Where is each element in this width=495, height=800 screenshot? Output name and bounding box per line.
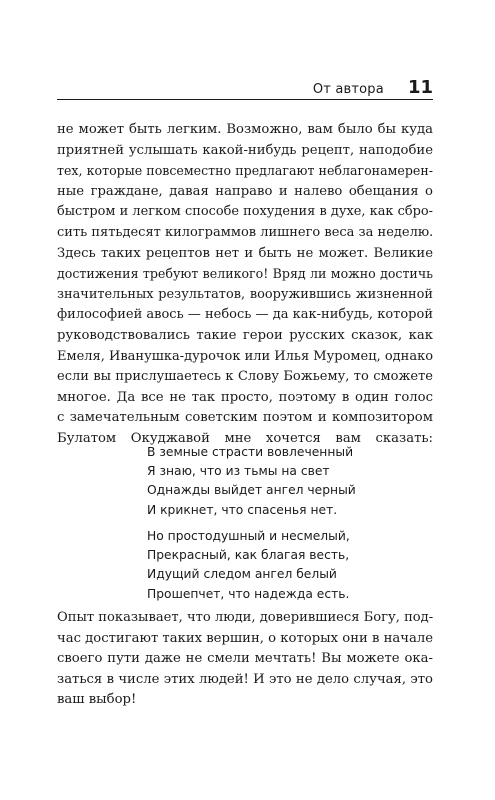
verse-line: Прекрасный, как благая весть, — [147, 548, 350, 563]
text-line: ные граждане, давая направо и налево обещания о — [57, 183, 433, 199]
verse-line: Но простодушный и несмелый, — [147, 529, 350, 543]
text-line: значительных результатов, вооружившись жизненной — [57, 286, 433, 302]
header-rule — [57, 99, 433, 100]
verse-line: Идущий следом ангел белый — [147, 567, 337, 582]
section-title: От автора — [312, 82, 384, 97]
text-line: Емеля, Иванушка-дурочок или Илья Муромец, однако — [57, 348, 434, 364]
paragraph-1 — [57, 120, 433, 450]
text-line: Опыт показывает, что люди, доверившиеся Богу, под- — [57, 610, 434, 625]
page-number: 11 — [407, 77, 433, 98]
text-line: достижения требуют великого! Вряд ли можно достичь — [57, 266, 433, 282]
text-line: философией авось — небось — да как-нибудь, которой — [57, 307, 433, 323]
verse-line: В земные страсти вовлеченный — [147, 445, 354, 459]
poem-stanza-2 — [147, 527, 350, 604]
text-line: не может быть легким. Возможно, вам было бы куда — [57, 122, 433, 137]
paragraph-2 — [57, 608, 433, 711]
verse-line: Я знаю, что из тьмы на свет — [147, 464, 330, 479]
text-line: заться в числе этих людей! И это не дело случая, это — [57, 671, 433, 687]
text-line: Здесь таких рецептов нет и быть не может. Великие — [57, 245, 433, 261]
text-line: быстром и легком способе похудения в духе, как сбро- — [57, 204, 433, 220]
text-line: многое. Да все не так просто, поэтому в один голос — [57, 389, 433, 405]
verse-line: Прошепчет, что надежда есть. — [147, 586, 350, 601]
text-line: тех, которые повсеместно предлагают неблагонамерен- — [57, 163, 433, 179]
text-line: своего пути даже не смели мечтать! Вы можете ока- — [57, 651, 433, 667]
poem-stanza-1 — [147, 443, 356, 520]
text-line: приятней услышать какой-нибудь рецепт, наподобие — [57, 142, 433, 158]
text-line: если вы прислушаетесь к Слову Божьему, то сможете — [57, 369, 433, 385]
verse-line: И крикнет, что спасенья нет. — [147, 502, 338, 517]
running-header — [57, 74, 433, 98]
text-line: с замечательным советским поэтом и композитором — [57, 410, 433, 426]
text-line: руководствовались такие герои русских сказок, как — [57, 327, 433, 343]
text-line: ваш выбор! — [57, 692, 137, 708]
text-line: сить пятьдесят килограммов лишнего веса за неделю. — [57, 224, 434, 240]
text-line: час достигают таких вершин, о которых они в начале — [57, 630, 433, 646]
verse-line: Однажды выйдет ангел черный — [147, 483, 356, 498]
text-line: Булатом Окуджавой мне хочется вам сказать: — [57, 430, 433, 446]
